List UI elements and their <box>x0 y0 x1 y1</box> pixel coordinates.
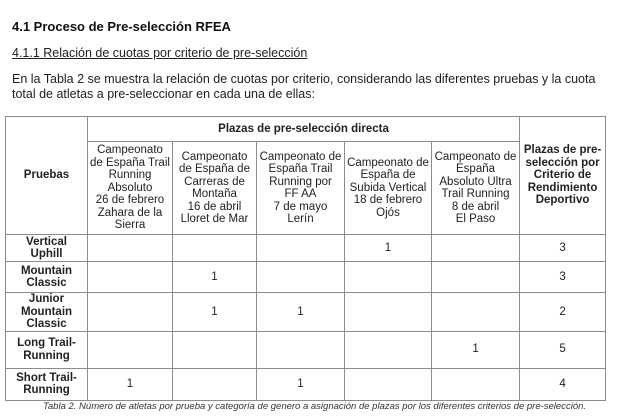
subsection-title: 4.1.1 Relación de cuotas por criterio de pre-selección <box>12 46 308 60</box>
quota-table <box>5 116 606 401</box>
quota-cell <box>257 331 345 368</box>
criterio-cell: 3 <box>520 235 606 262</box>
quota-cell: 1 <box>88 368 173 400</box>
event-header-line: El Paso <box>455 213 496 225</box>
quota-cell <box>345 331 432 368</box>
quota-cell <box>432 235 520 262</box>
event-header-line: Trail Running <box>441 188 510 200</box>
row-label: Vertical Uphill <box>6 235 88 262</box>
quota-cell <box>432 262 520 293</box>
quota-cell <box>345 262 432 293</box>
event-header-line: Lloret de Mar <box>180 213 249 225</box>
intro-paragraph: En la Tabla 2 se muestra la relación de cuotas por criterio, considerando las diferentes pruebas y la cuota total de atletas a pre-seleccionar en cada una de ellas: <box>12 72 596 101</box>
row-label: Mountain Classic <box>6 262 88 293</box>
event-header-line: Ojós <box>376 206 400 219</box>
event-header-1 <box>173 142 257 235</box>
event-header-line: de España Trail <box>90 156 170 169</box>
event-header-line: Campeonato de <box>434 150 517 163</box>
quota-cell <box>88 262 173 293</box>
quota-cell <box>432 368 520 400</box>
quota-cell: 1 <box>257 368 345 400</box>
table-caption: Tabla 2. Número de atletas por prueba y categoría de genero a asignación de plazas por los diferentes criterios de pre-selección. <box>42 401 587 412</box>
event-header-line: Campeonato <box>97 144 163 157</box>
event-header-line: Subida Vertical <box>349 181 427 194</box>
event-header-4 <box>432 142 520 235</box>
quota-cell <box>257 262 345 293</box>
event-header-0 <box>88 142 173 235</box>
event-header-line: Montaña <box>192 188 237 200</box>
event-header-3 <box>345 142 432 235</box>
event-header-line: 26 de febrero <box>95 194 165 207</box>
quota-cell: 1 <box>345 235 432 262</box>
quota-cell <box>432 293 520 332</box>
table-row <box>6 293 606 332</box>
event-header-line: 16 de abril <box>187 200 242 213</box>
row-label: Junior Mountain Classic <box>6 293 88 332</box>
quota-cell <box>173 368 257 400</box>
table-row <box>6 262 606 293</box>
quota-cell: 1 <box>173 262 257 293</box>
event-header-line: Absoluto <box>107 181 153 194</box>
criterio-cell: 4 <box>520 368 606 400</box>
event-header-line: Lerín <box>287 213 314 225</box>
event-header-2 <box>257 142 345 235</box>
criterio-cell: 5 <box>520 331 606 368</box>
criterio-cell: 2 <box>520 293 606 332</box>
quota-cell <box>88 293 173 332</box>
quota-cell: 1 <box>257 293 345 332</box>
event-header-line: Campeonato <box>181 150 248 163</box>
quota-cell <box>345 368 432 400</box>
event-header-line: 7 de mayo <box>273 200 328 213</box>
quota-cell <box>88 235 173 262</box>
event-header-line: Running por <box>269 175 332 188</box>
event-header-line: Running <box>108 169 152 182</box>
quota-cell <box>88 331 173 368</box>
table-row <box>6 331 606 368</box>
event-header-line: Campeonato de <box>259 150 342 163</box>
event-header-line: España de <box>360 169 416 182</box>
event-header-line: FF AA <box>284 188 317 200</box>
event-header-line: Carreras de <box>184 175 245 188</box>
event-header-line: 8 de abril <box>451 200 500 213</box>
direct-selection-header: Plazas de pre-selección directa <box>88 117 520 142</box>
quota-cell <box>173 235 257 262</box>
event-header-line: España Trail <box>268 163 333 175</box>
criterio-cell: 3 <box>520 262 606 293</box>
criterio-header: Plazas de pre-selección por Criterio de Rendimiento Deportivo <box>520 117 606 235</box>
event-header-line: Sierra <box>114 219 146 232</box>
table-row <box>6 368 606 400</box>
quota-cell <box>173 331 257 368</box>
quota-cell: 1 <box>432 331 520 368</box>
event-header-line: Zahara de la <box>97 206 163 219</box>
event-header-line: de España de <box>179 163 250 175</box>
event-header-line: España <box>456 163 496 175</box>
table-row <box>6 235 606 262</box>
event-header-line: Campeonato de <box>347 156 429 169</box>
quota-cell <box>345 293 432 332</box>
section-title: 4.1 Proceso de Pre-selección RFEA <box>12 19 231 34</box>
event-header-line: 18 de febrero <box>353 194 423 207</box>
quota-cell <box>257 235 345 262</box>
pruebas-header: Pruebas <box>6 117 88 235</box>
row-label: Short Trail-Running <box>6 368 88 400</box>
quota-cell: 1 <box>173 293 257 332</box>
event-header-line: Absoluto Ultra <box>439 175 512 188</box>
row-label: Long Trail-Running <box>6 331 88 368</box>
